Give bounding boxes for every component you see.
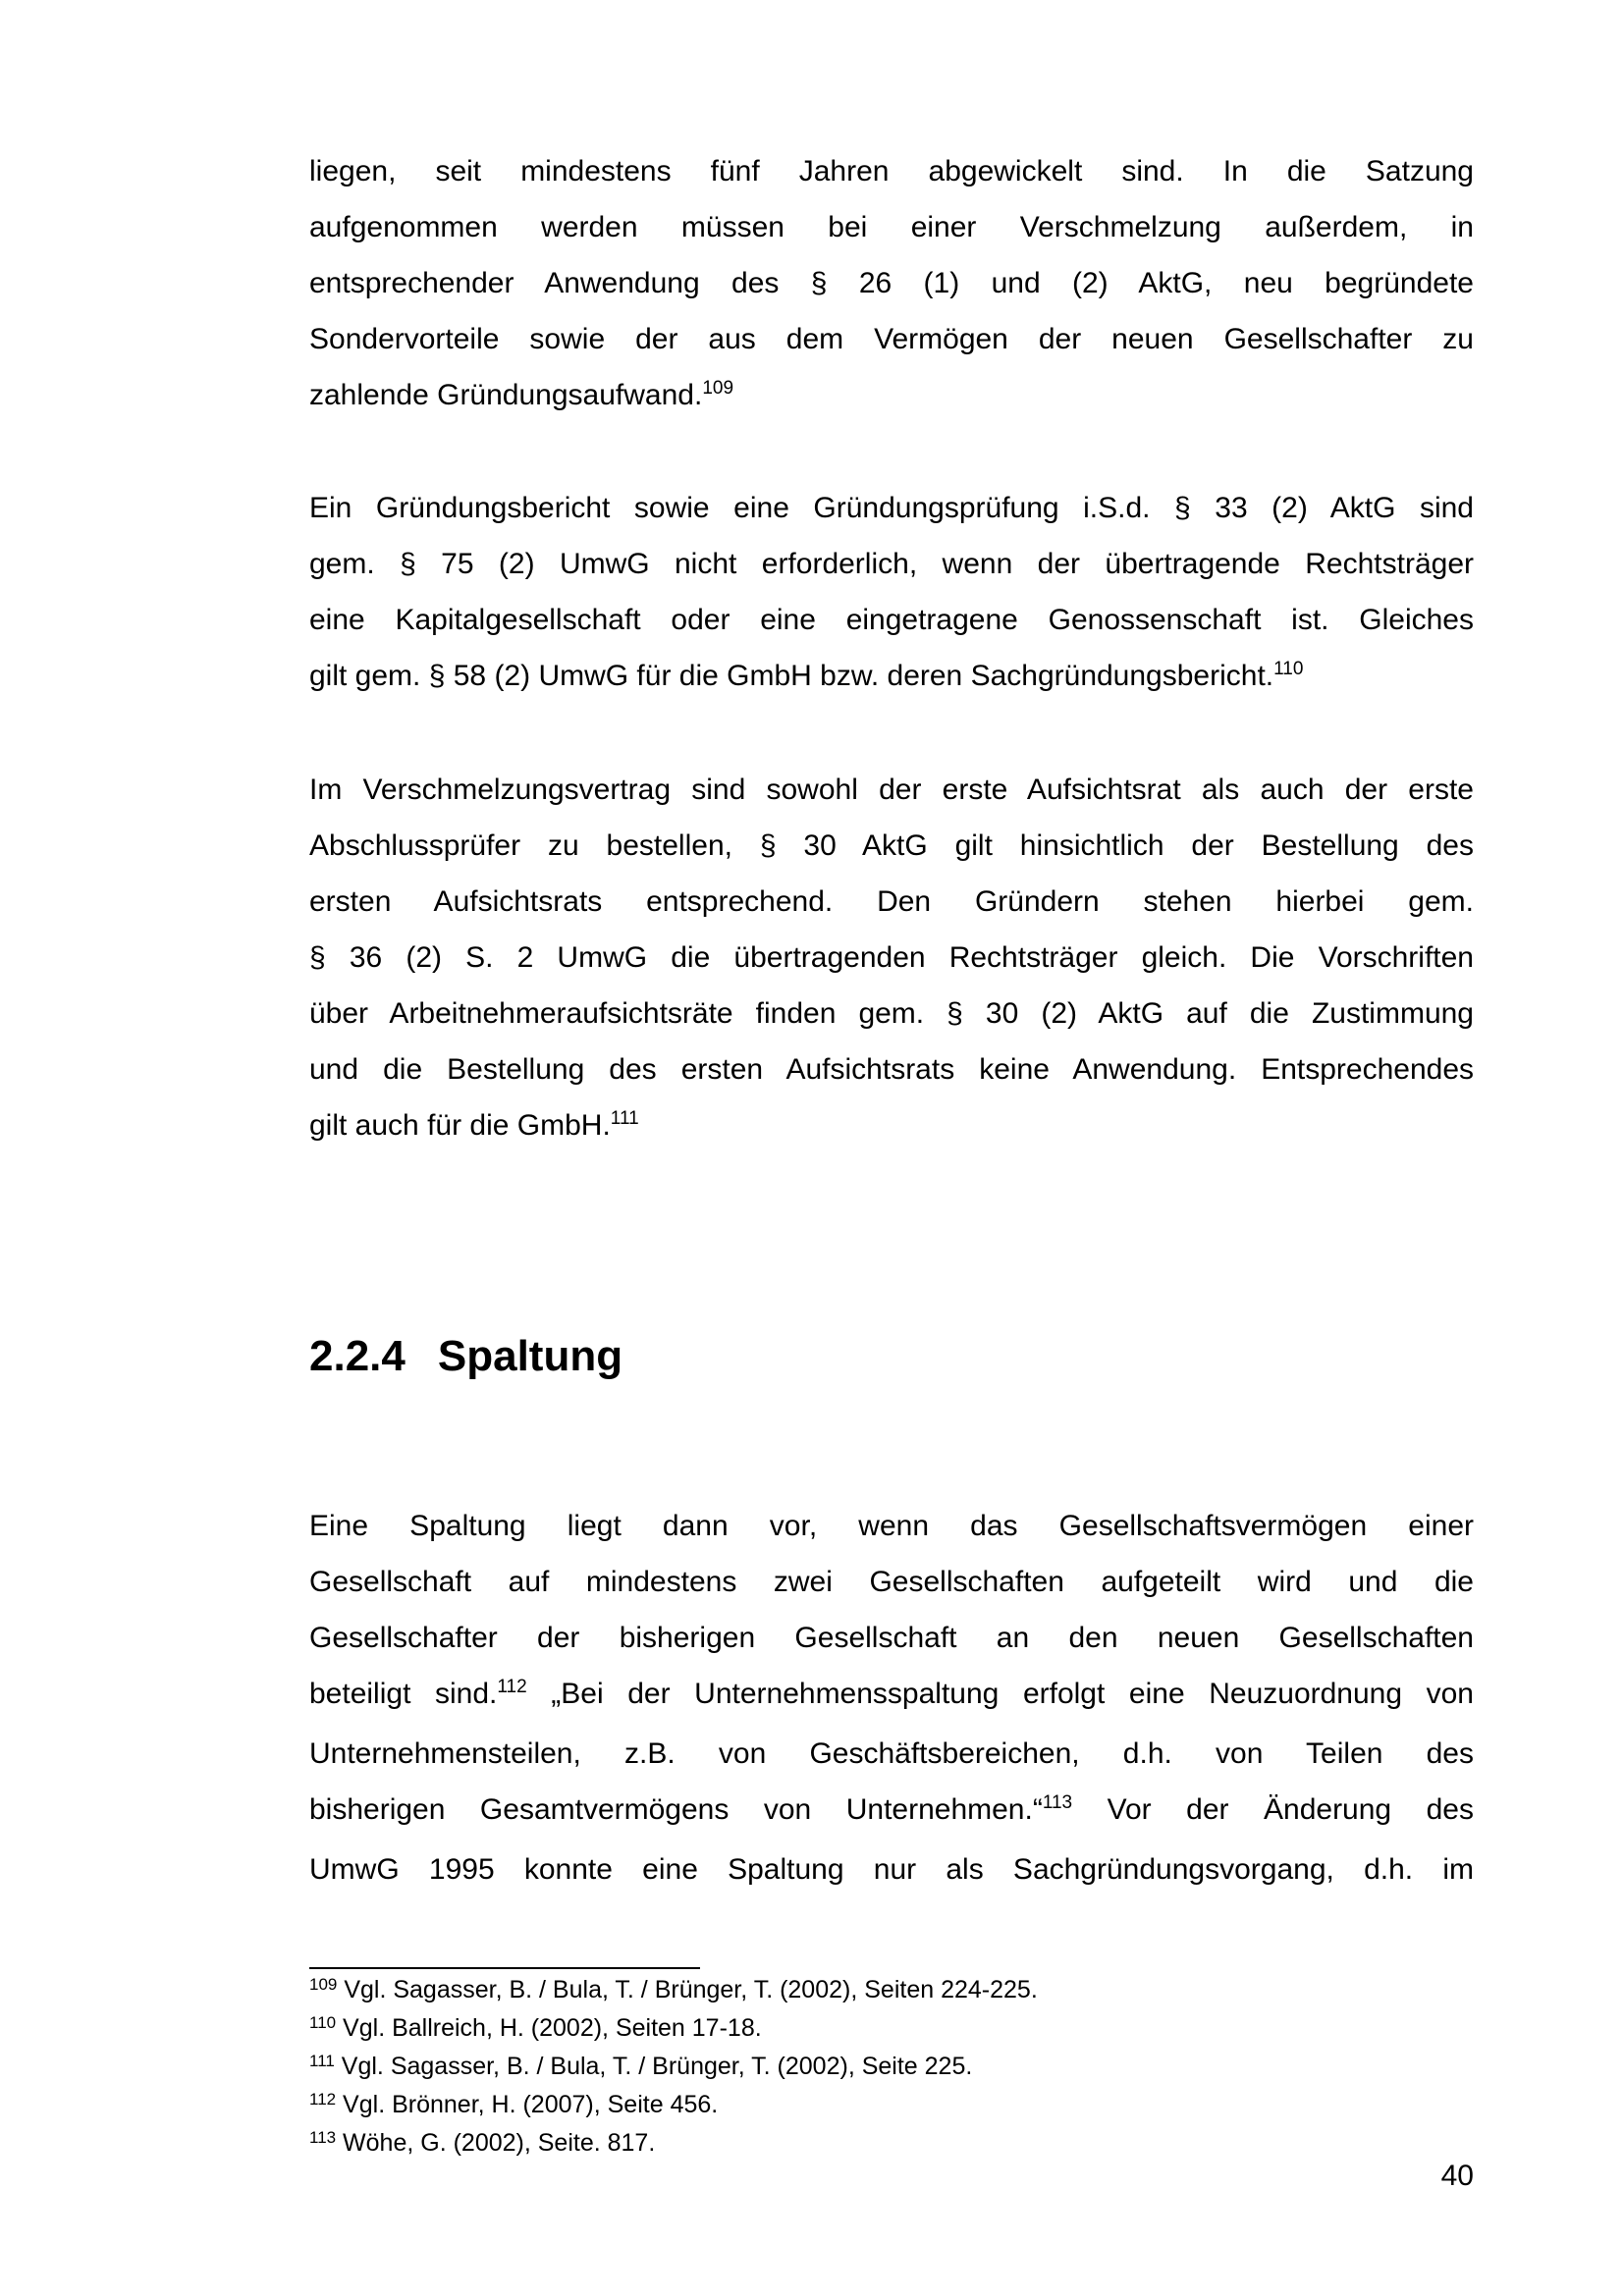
text-line (309, 199, 1474, 255)
footnote-ref: 110 (1273, 659, 1304, 679)
text-line (309, 143, 1474, 199)
text-segment: gilt auch für die GmbH. (309, 1109, 611, 1142)
text-line (309, 1782, 1474, 1842)
footnote-ref: 113 (1042, 1792, 1073, 1813)
text-segment: bisherigen Gesamtvermögens von Unternehmen.“ (309, 1793, 1043, 1826)
footnote-ref: 109 (702, 378, 734, 399)
text-segment: Gesellschaft auf mindestens zwei Gesellschaften aufgeteilt wird und die (309, 1566, 1474, 1598)
text-line (309, 818, 1474, 874)
text-line (309, 1666, 1474, 1726)
text-line (309, 1554, 1474, 1610)
paragraph-gruendungsbericht (309, 480, 1474, 708)
text-line (309, 255, 1474, 311)
text-line (309, 536, 1474, 592)
section-number: 2.2.4 (309, 1332, 406, 1380)
text-segment: Sondervorteile sowie der aus dem Vermögen der neuen Gesellschafter zu (309, 323, 1474, 355)
text-segment: über Arbeitnehmeraufsichtsräte finden gem. § 30 (2) AktG auf die Zustimmung (309, 997, 1474, 1030)
text-line (309, 930, 1474, 986)
section-title: Spaltung (437, 1332, 623, 1380)
footnote-separator (309, 1967, 700, 1969)
footnote-text: Vgl. Ballreich, H. (2002), Seiten 17-18. (336, 2014, 762, 2042)
text-segment: Gesellschafter der bisherigen Gesellschaft an den neuen Gesellschaften (309, 1622, 1474, 1654)
text-segment: und die Bestellung des ersten Aufsichtsrats keine Anwendung. Entsprechendes (309, 1053, 1474, 1086)
footnote-text: Vgl. Brönner, H. (2007), Seite 456. (336, 2091, 719, 2118)
footnote (309, 2125, 1474, 2163)
text-segment: zahlende Gründungsaufwand. (309, 379, 703, 411)
text-segment: § 36 (2) S. 2 UmwG die übertragenden Rechtsträger gleich. Die Vorschriften (309, 941, 1474, 974)
text-segment: entsprechender Anwendung des § 26 (1) und (2) AktG, neu begründete (309, 267, 1474, 299)
text-line (309, 1498, 1474, 1554)
text-segment: Vor der Änderung des (1072, 1793, 1474, 1826)
text-segment: Eine Spaltung liegt dann vor, wenn das Gesellschaftsvermögen einer (309, 1510, 1474, 1542)
footnote-ref: 111 (610, 1108, 639, 1129)
footnote-text: Wöhe, G. (2002), Seite. 817. (336, 2129, 656, 2157)
text-line (309, 1097, 1474, 1157)
text-segment: „Bei der Unternehmensspaltung erfolgt eine Neuzuordnung von (526, 1678, 1474, 1710)
text-line (309, 762, 1474, 818)
text-line (309, 874, 1474, 930)
footnote-marker: 109 (309, 1975, 338, 1994)
text-segment: Abschlussprüfer zu bestellen, § 30 AktG gilt hinsichtlich der Bestellung des (309, 829, 1474, 862)
text-segment: UmwG 1995 konnte eine Spaltung nur als Sachgründungsvorgang, d.h. im (309, 1853, 1474, 1886)
text-segment: gilt gem. § 58 (2) UmwG für die GmbH bzw. deren Sachgründungsbericht. (309, 660, 1274, 692)
footnote-marker: 110 (309, 2013, 337, 2032)
text-segment: Unternehmensteilen, z.B. von Geschäftsbereichen, d.h. von Teilen des (309, 1737, 1474, 1770)
paragraph-verschmelzungsvertrag (309, 762, 1474, 1157)
footnote (309, 2087, 1474, 2125)
footnote (309, 1972, 1474, 2010)
text-line (309, 367, 1474, 427)
text-segment: ersten Aufsichtsrats entsprechend. Den Gründern stehen hierbei gem. (309, 885, 1474, 918)
text-line (309, 311, 1474, 367)
paragraph-satzung (309, 143, 1474, 427)
section-heading (309, 1332, 622, 1381)
text-segment: beteiligt sind. (309, 1678, 498, 1710)
footnotes (309, 1972, 1474, 2163)
text-segment: eine Kapitalgesellschaft oder eine eingetragene Genossenschaft ist. Gleiches (309, 604, 1474, 636)
text-line (309, 648, 1474, 708)
footnote (309, 2010, 1474, 2049)
footnote-marker: 112 (309, 2090, 337, 2109)
footnote-marker: 111 (309, 2052, 335, 2070)
page-number: 40 (1440, 2160, 1474, 2192)
footnote (309, 2049, 1474, 2087)
text-line (309, 1610, 1474, 1666)
text-segment: liegen, seit mindestens fünf Jahren abgewickelt sind. In die Satzung (309, 155, 1474, 187)
text-segment: Im Verschmelzungsvertrag sind sowohl der erste Aufsichtsrat als auch der erste (309, 774, 1474, 806)
text-line (309, 1842, 1474, 1897)
text-segment: gem. § 75 (2) UmwG nicht erforderlich, wenn der übertragende Rechtsträger (309, 548, 1474, 580)
text-line (309, 592, 1474, 648)
paragraph-spaltung (309, 1498, 1474, 1897)
footnote-marker: 113 (309, 2128, 337, 2147)
text-segment: aufgenommen werden müssen bei einer Verschmelzung außerdem, in (309, 211, 1474, 243)
text-segment: Ein Gründungsbericht sowie eine Gründungsprüfung i.S.d. § 33 (2) AktG sind (309, 492, 1474, 524)
footnote-text: Vgl. Sagasser, B. / Bula, T. / Brünger, T. (2002), Seite 225. (334, 2053, 973, 2080)
footnote-text: Vgl. Sagasser, B. / Bula, T. / Brünger, T. (2002), Seiten 224-225. (337, 1976, 1038, 2003)
footnote-ref: 112 (497, 1677, 527, 1697)
text-line (309, 480, 1474, 536)
text-line (309, 1041, 1474, 1097)
text-line (309, 986, 1474, 1041)
text-line (309, 1726, 1474, 1782)
